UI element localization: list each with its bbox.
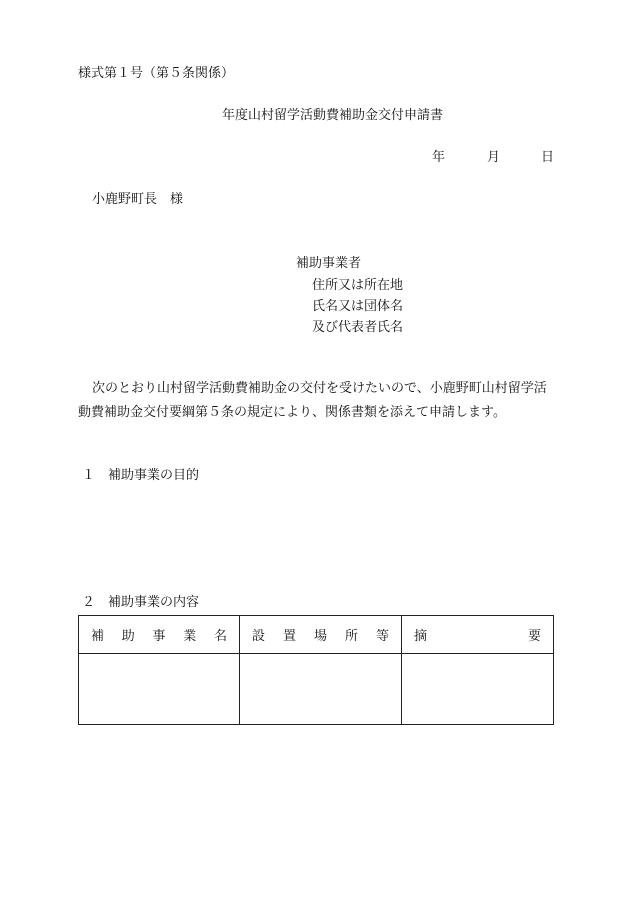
addressee: 小鹿野町長 様 xyxy=(92,192,184,207)
applicant-representative-label: 及び代表者氏名 xyxy=(312,320,404,335)
section-purpose-heading: １ 補助事業の目的 xyxy=(82,468,200,483)
header-remarks xyxy=(402,616,554,654)
date-year-label: 年 xyxy=(432,150,446,165)
table-row xyxy=(79,654,554,725)
header-char: 業 xyxy=(183,629,197,644)
form-number: 様式第１号（第５条関係） xyxy=(78,66,235,81)
header-char: 等 xyxy=(375,629,389,644)
document-title: 年度山村留学活動費補助金交付申請書 xyxy=(222,108,444,123)
project-content-table xyxy=(78,615,554,725)
section-content-heading: ２ 補助事業の内容 xyxy=(82,595,200,610)
date-day-label: 日 xyxy=(541,150,555,165)
applicant-heading: 補助事業者 xyxy=(296,256,362,271)
body-text-line-1: 次のとおり山村留学活動費補助金の交付を受けたいので、小鹿野町山村留学活 xyxy=(92,381,547,396)
header-location-text xyxy=(240,625,401,644)
header-project-name-text xyxy=(79,625,239,644)
header-char: 所 xyxy=(344,629,358,644)
applicant-address-label: 住所又は所在地 xyxy=(312,278,404,293)
table-header-row xyxy=(79,616,554,654)
cell-location[interactable] xyxy=(240,654,402,725)
header-char: 場 xyxy=(313,629,327,644)
header-char: 補 xyxy=(91,629,105,644)
body-text-line-2: 動費補助金交付要綱第５条の規定により、関係書類を添えて申請します。 xyxy=(78,405,506,420)
header-char: 要 xyxy=(527,629,541,644)
header-char: 設 xyxy=(252,629,266,644)
header-char: 助 xyxy=(121,629,135,644)
header-char: 事 xyxy=(152,629,166,644)
cell-project-name[interactable] xyxy=(79,654,240,725)
date-month-label: 月 xyxy=(487,150,501,165)
header-char: 名 xyxy=(213,629,227,644)
header-char: 摘 xyxy=(414,629,428,644)
header-project-name xyxy=(79,616,240,654)
header-remarks-text xyxy=(402,625,553,644)
header-char: 置 xyxy=(282,629,296,644)
header-location xyxy=(240,616,402,654)
applicant-name-label: 氏名又は団体名 xyxy=(312,299,404,314)
cell-remarks[interactable] xyxy=(402,654,554,725)
